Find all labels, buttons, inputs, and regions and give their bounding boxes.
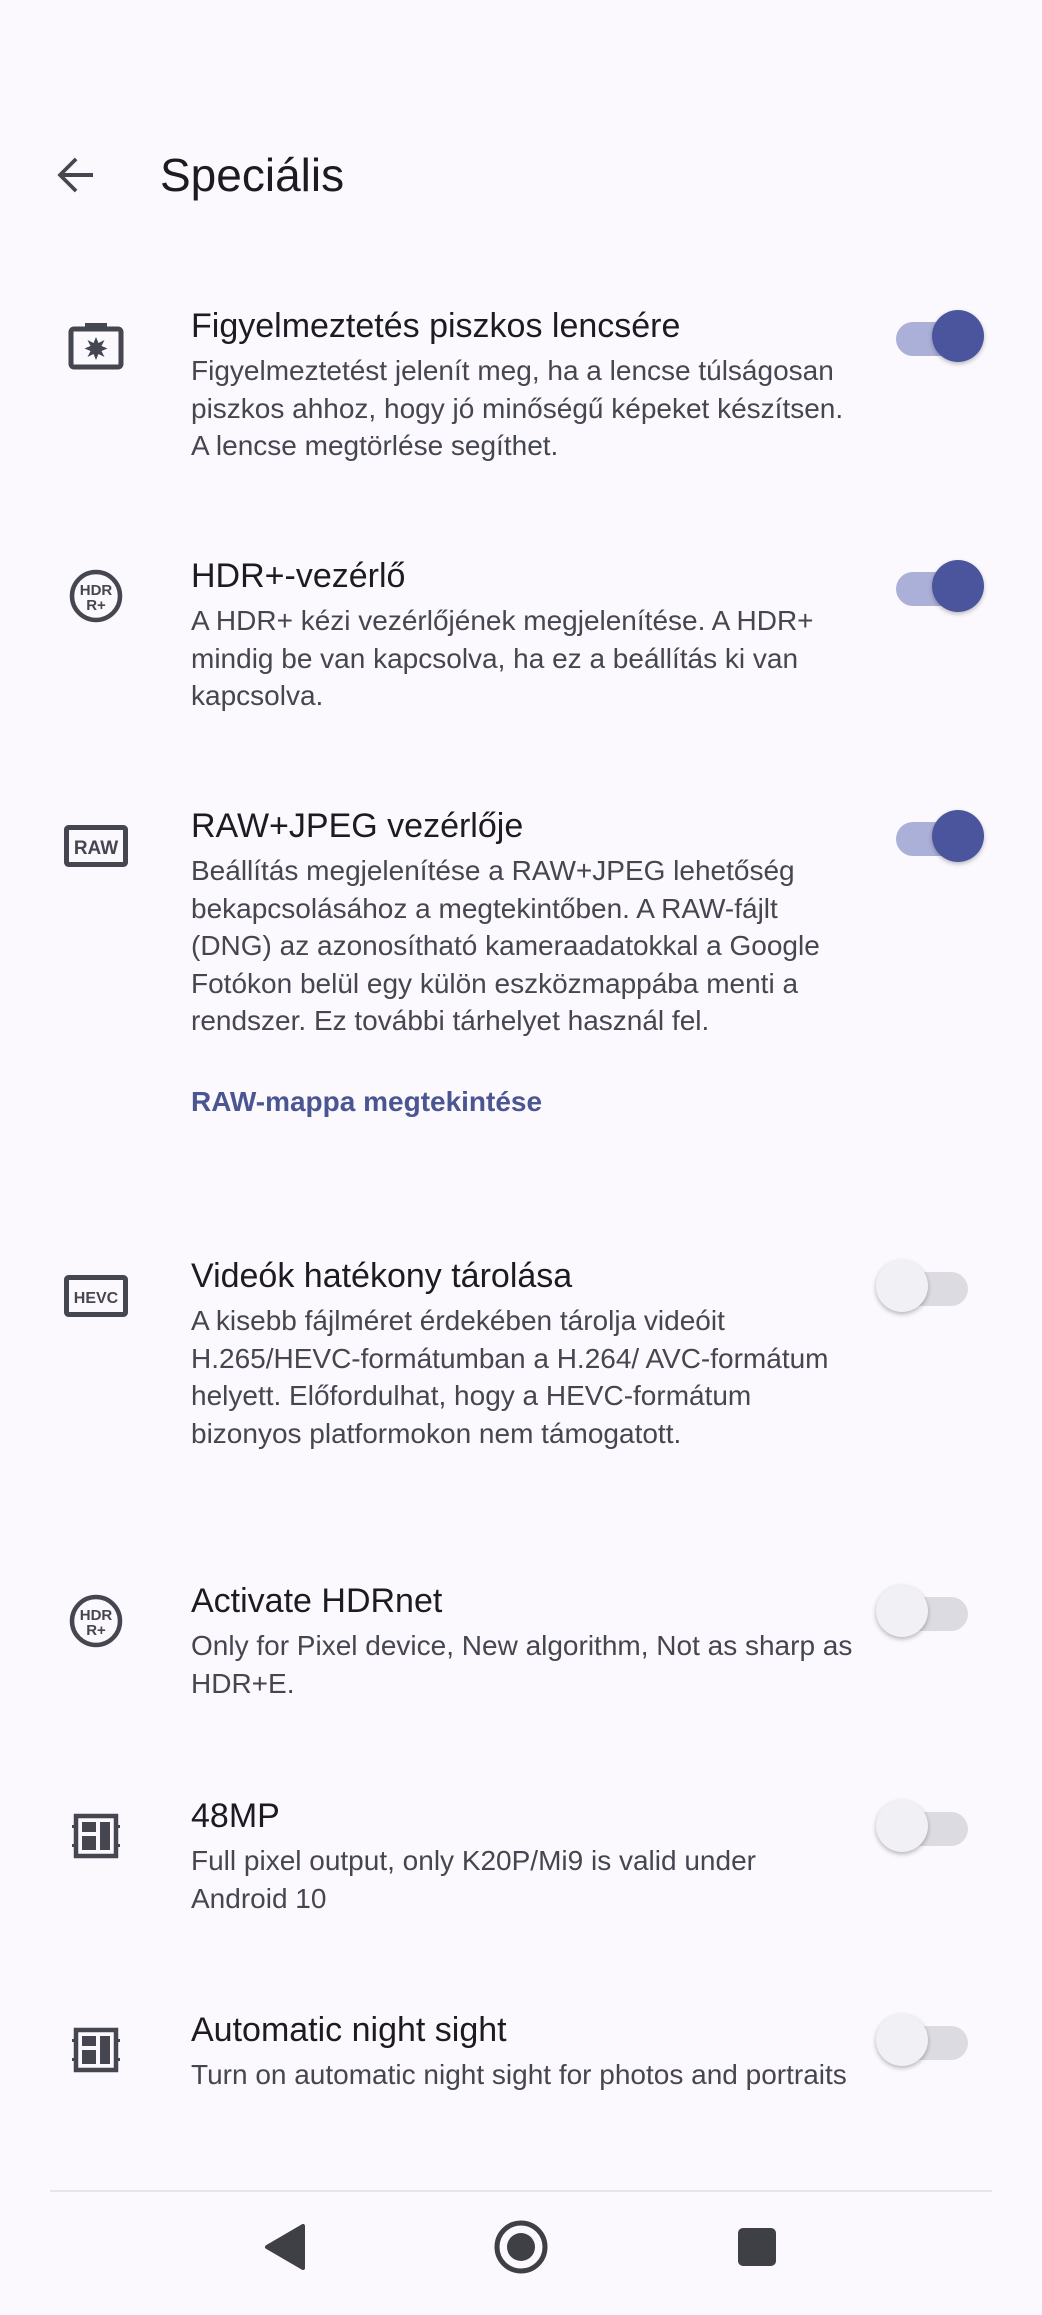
toggle-thumb [876,1260,928,1312]
night-sight-toggle[interactable] [878,2012,968,2068]
setting-summary: A HDR+ kézi vezérlőjének megjelenítése. A HDR+ mindig be van kapcsolva, ha ez a beállítás ki van kapcsolva. [191,605,814,711]
setting-raw-jpeg-control[interactable] [0,800,1042,1180]
setting-title: 48MP [191,1797,280,1835]
arrow-back-icon [51,151,99,199]
toggle-thumb [932,810,984,862]
dirty-lens-toggle[interactable] [890,308,980,364]
view-raw-folder-link[interactable]: RAW-mappa megtekintése [191,1085,543,1117]
setting-summary: Full pixel output, only K20P/Mi9 is valid under Android 10 [191,1845,756,1914]
setting-automatic-night-sight[interactable] [0,2004,1042,2144]
setting-title: Activate HDRnet [191,1582,443,1620]
setting-efficient-video-storage[interactable] [0,1250,1042,1520]
setting-dirty-lens-warning[interactable] [0,300,1042,480]
nav-home-button[interactable] [481,2212,561,2282]
toggle-thumb [876,1585,928,1637]
setting-title: HDR+-vezérlő [191,557,406,595]
setting-48mp[interactable] [0,1790,1042,1930]
svg-text:HDR: HDR [79,582,113,599]
recents-square-icon [736,2226,778,2268]
nav-back-button[interactable] [245,2212,325,2282]
toggle-thumb [876,1800,928,1852]
svg-text:R+: R+ [86,1622,106,1639]
raw-jpeg-toggle[interactable] [890,808,980,864]
hevc-toggle[interactable] [878,1258,968,1314]
hdr-plus-icon [60,1585,132,1657]
setting-activate-hdrnet[interactable] [0,1575,1042,1715]
nav-recents-button[interactable] [717,2212,797,2282]
sensor-icon [60,1800,132,1872]
setting-hdr-plus-control[interactable] [0,550,1042,730]
app-bar [0,110,1042,240]
hdr-plus-toggle[interactable] [890,558,980,614]
toggle-thumb [932,310,984,362]
hdrnet-toggle[interactable] [878,1583,968,1639]
setting-summary: A kisebb fájlméret érdekében tárolja videóit H.265/HEVC-formátumban a H.264/ AVC-formátum helyett. Előfordulhat, hogy a HEVC-formátum bizonyos platformokon nem támogatott. [191,1305,829,1449]
svg-text:HEVC: HEVC [73,1290,119,1307]
triangle-back-icon [263,2222,307,2272]
setting-summary: Beállítás megjelenítése a RAW+JPEG lehetőség bekapcsolásához a megtekintőben. A RAW-fájlt (DNG) az azonosítható kameraadatokkal a Google Fotókon belül egy külön eszközmappába menti a rendszer. Ez további tárhelyet használ fel. [191,855,820,1036]
setting-title: RAW+JPEG vezérlője [191,807,524,845]
setting-title: Figyelmeztetés piszkos lencsére [191,307,681,345]
svg-text:RAW: RAW [73,838,119,859]
toggle-thumb [876,2014,928,2066]
page-title: Speciális [160,149,345,201]
setting-summary: Figyelmeztetést jelenít meg, ha a lencse túlságosan piszkos ahhoz, hogy jó minőségű képeket készítsen. A lencse megtörlése segíthet. [191,355,844,461]
svg-text:HDR: HDR [79,1607,113,1624]
system-nav-bar [0,2192,1042,2315]
sensor-icon [60,2014,132,2086]
setting-title: Automatic night sight [191,2011,507,2049]
dirty-lens-icon [60,310,132,382]
svg-text:R+: R+ [86,597,106,614]
hdr-plus-icon [60,560,132,632]
hevc-icon [60,1260,132,1332]
raw-icon [60,810,132,882]
setting-summary: Only for Pixel device, New algorithm, Not as sharp as HDR+E. [191,1630,853,1699]
toggle-thumb [932,560,984,612]
home-circle-icon [492,2218,550,2276]
back-button[interactable] [40,140,110,210]
setting-summary: Turn on automatic night sight for photos and portraits [191,2059,847,2090]
48mp-toggle[interactable] [878,1798,968,1854]
setting-title: Videók hatékony tárolása [191,1257,573,1295]
